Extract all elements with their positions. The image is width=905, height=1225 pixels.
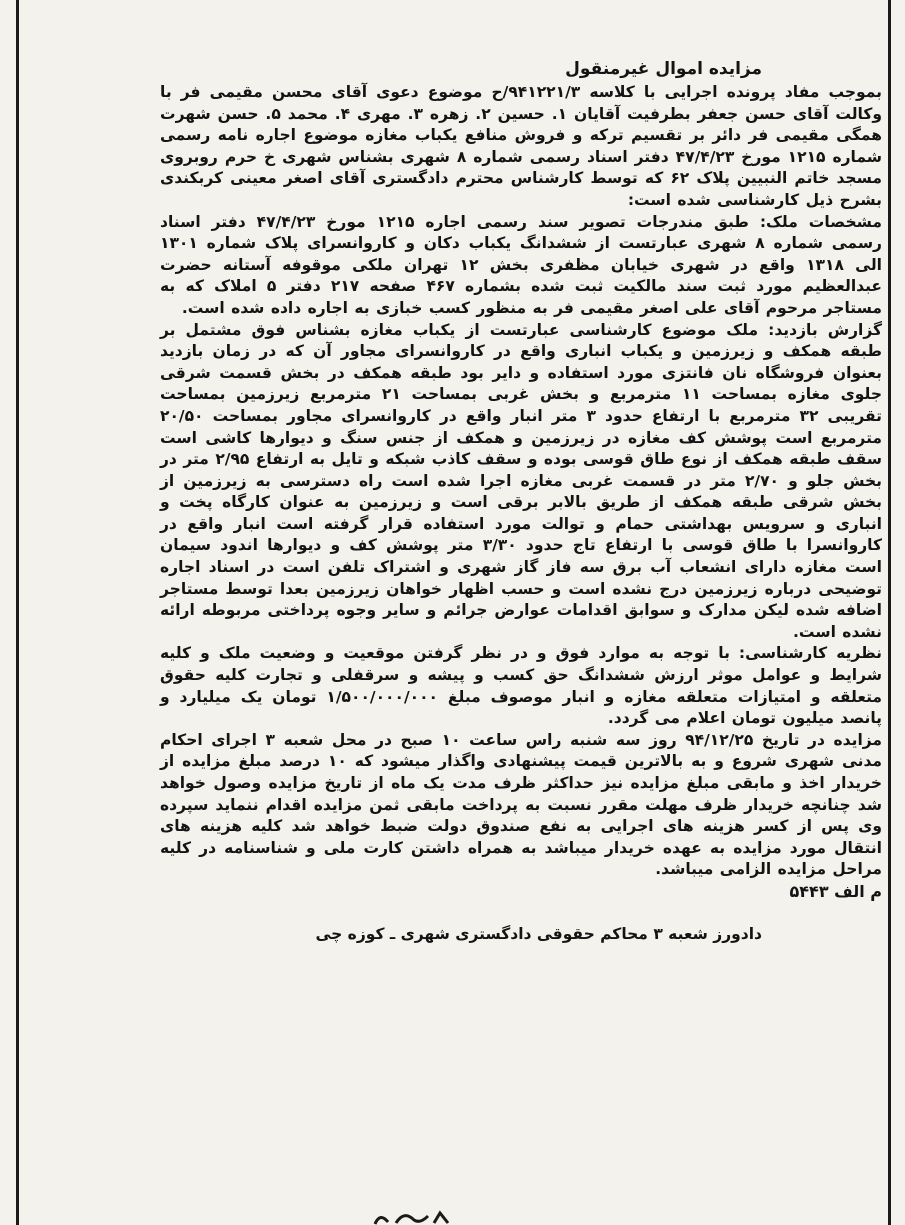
notice-paragraph-inspection-report: گزارش بازدید: ملک موضوع کارشناسی عبارتست از یکباب مغازه بشناس فوق مشتمل بر طبقه همکف و زیرزمین و یکباب انباری واقع در کاروانسرای مجاور آن که در زمان بازدید بعنوان فروشگاه نان فانتزی مورد استفاده و دایر بود طبقه همکف در بخش قسمت شرقی جلوی مغازه بمساحت ۱۱ مترمربع و بخش غربی بمساحت ۲۱ مترمربع زیرزمین بمساحت تقریبی ۳۲ مترمربع با ارتفاع حدود ۳ متر انبار واقع در کاروانسرای مجاور بمساحت ۲۰/۵۰ مترمربع است پوشش کف مغازه در زیرزمین و همکف از جنس سنگ و دیوارها کاشی است سقف طبقه همکف از نوع طاق قوسی بوده و سقف کاذب شبکه و تایل به ارتفاع ۲/۹۵ متر در بخش جلو و ۲/۷۰ متر در قسمت غربی مغازه اجرا شده است راه دسترسی به زیرزمین از بخش شرقی طبقه همکف از طریق بالابر برقی است و زیرزمین به عنوان کارگاه پخت و انباری و سرویس بهداشتی حمام و توالت مورد استفاده قرار گرفته است انبار واقع در کاروانسرا با طاق قوسی با ارتفاع تاج حدود ۳/۳۰ متر پوشش کف و دیوارها اندود سیمان است مغازه دارای انشعاب آب برق سه فاز گاز شهری و اشتراک تلفن است در اسناد اجاره توضیحی درباره زیرزمین درج نشده است و حسب اظهار خواهان زیرزمین بعدا توسط مستاجر اضافه شده لیکن مدارک و سوابق اقدامات عوارض جرائم و سایر وجوه پرداختی مربوطه ارائه نشده است. — [160, 320, 883, 641]
notice-paragraph-intro: بموجب مفاد پرونده اجرایی با کلاسه ۹۴۱۲۲۱/۳/ح موضوع دعوی آقای محسن مقیمی فر با وکالت آقای حسن جعفر بطرفیت آقایان ۱. حسین ۲. زهره ۳. مهری ۴. محمد ۵. حسن شهرت همگی مقیمی فر دائر بر تقسیم ترکه و فروش منافع یکباب مغازه موضوع اجاره نامه رسمی شماره ۱۲۱۵ مورخ ۴۷/۴/۲۳ دفتر اسناد رسمی شماره ۸ شهری بشناس شهری خ حرم روبروی مسجد خاتم النبیین پلاک ۶۲ که توسط کارشناس محترم دادگستری آقای اصغر معینی کربکندی بشرح ذیل کارشناسی شده است: — [160, 83, 883, 209]
partial-stamp-mark — [370, 1208, 460, 1225]
column-rule-right — [888, 0, 891, 1225]
notice-signature: دادورز شعبه ۳ محاکم حقوقی دادگستری شهری ـ کوزه چی — [315, 924, 762, 943]
notice-reference-number: م الف ۵۴۴۳ — [789, 881, 882, 901]
notice-title: مزایده اموال غیرمنقول — [565, 59, 762, 79]
notice-paragraph-expert-opinion: نظریه کارشناسی: با توجه به موارد فوق و در نظر گرفتن موقعیت و وضعیت ملک و کلیه شرایط و عوامل موثر ارزش ششدانگ حق کسب و پیشه و سرقفلی و تجارت کلیه حقوق متعلقه و امتیازات متعلقه مغازه و انبار موصوف مبلغ ۱/۵۰۰/۰۰۰/۰۰۰ تومان یک میلیارد و پانصد میلیون تومان اعلام می گردد. — [160, 644, 882, 728]
notice-paragraph-property-specs: مشخصات ملک: طبق مندرجات تصویر سند رسمی اجاره ۱۲۱۵ مورخ ۴۷/۴/۲۳ دفتر اسناد رسمی شماره ۸ شهری عبارتست از ششدانگ یکباب دکان و کاروانسرای پلاک شماره ۱۳۰۱ الی ۱۳۱۸ واقع در شهری خیابان مظفری بخش ۱۲ تهران ملکی موقوفه آستانه حضرت عبدالعظیم مورد ثبت سند مالکیت ثبت شده بشماره ۴۶۷ صفحه ۲۱۷ دفتر ۵ املاک که به مستاجر مرحوم آقای علی اصغر مقیمی فر به منظور کسب خبازی به اجاره داده شده است. — [160, 212, 883, 317]
auction-notice — [160, 58, 882, 945]
column-rule-left — [16, 0, 19, 1225]
notice-paragraph-auction-terms: مزایده در تاریخ ۹۴/۱۲/۲۵ روز سه شنبه راس ساعت ۱۰ صبح در محل شعبه ۳ اجرای احکام مدنی شهری شروع و به بالاترین قیمت پیشنهادی واگذار میشود که ۱۰ درصد مبلغ مزایده از خریدار اخذ و مابقی مبلغ مزایده نیز حداکثر ظرف مدت یک ماه از تاریخ مزایده وصول خواهد شد چنانچه خریدار ظرف مهلت مقرر نسبت به پرداخت مابقی ثمن مزایده اقدام ننماید سپرده وی پس از کسر هزینه های اجرایی به نفع صندوق دولت ضبط خواهد شد کلیه هزینه های انتقال مورد مزایده به عهده خریدار میباشد به همراه داشتن کارت ملی و شناسنامه در کلیه مراحل مزایده الزامی میباشد. — [160, 730, 882, 879]
